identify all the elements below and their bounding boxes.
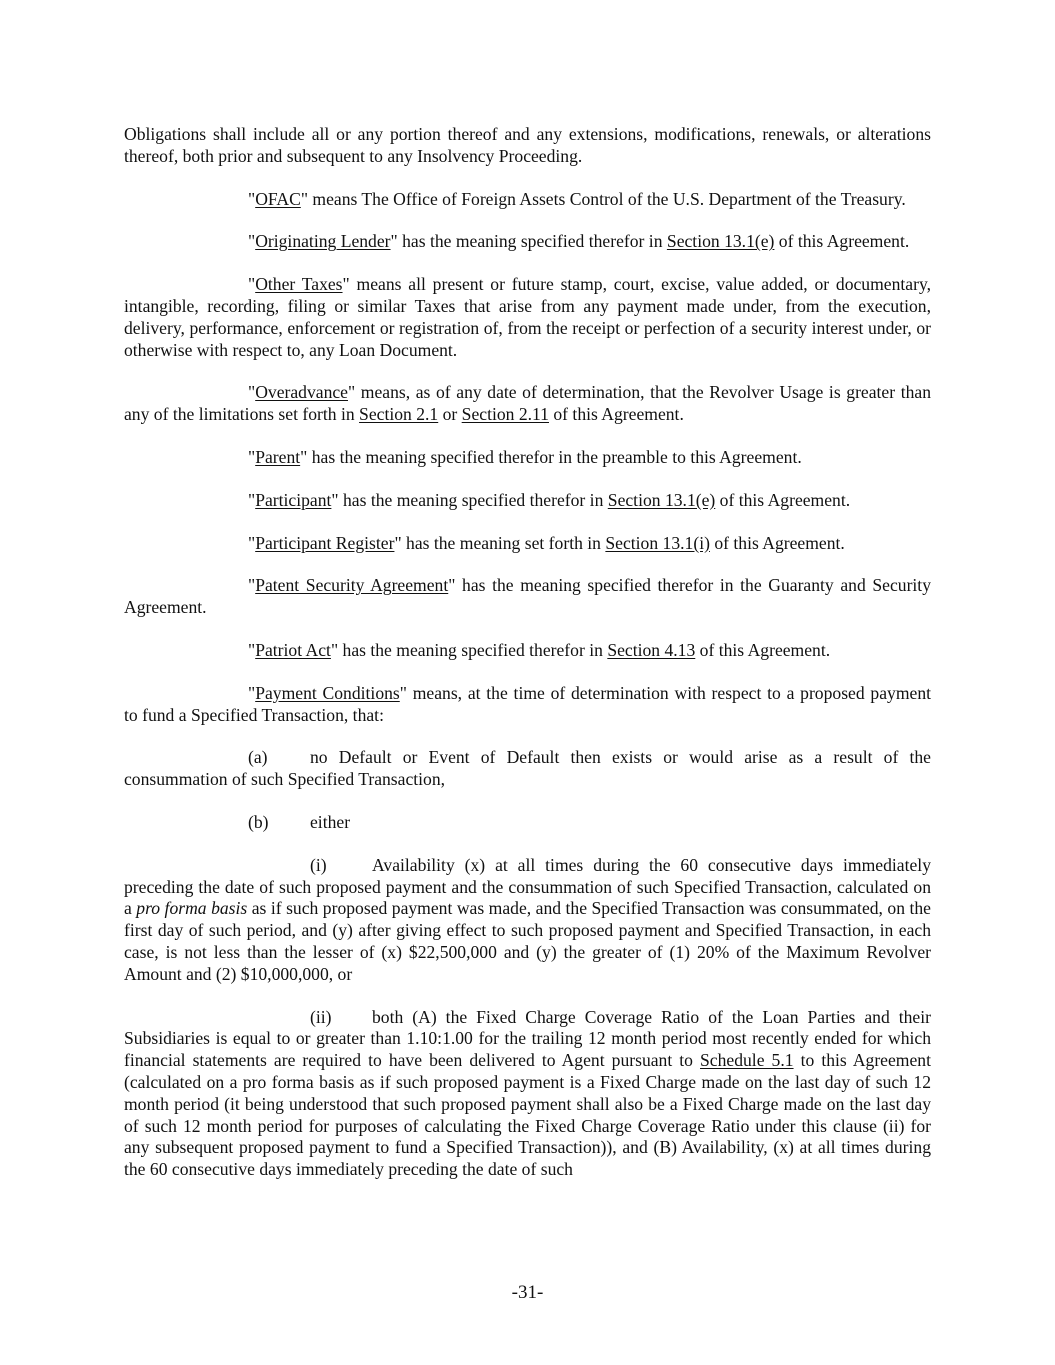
clause-ii: (ii) both (A) the Fixed Charge Coverage Ratio of the Loan Parties and their Subsidiaries is equal to or greater than 1.10:1.00 for the trailing 12 month period most recently ended for which financial statements are required to have been delivered to Agent pursuant to Schedule 5.1 to this Agreement (calculated on a pro forma basis as if such proposed payment is a Fixed Charge made on the last day of such 12 month period (it being understood that such proposed payment shall also be a Fixed Charge made on the last day of such 12 month period for purposes of calculating the Fixed Charge Coverage Ratio under this clause (ii) for any subsequent proposed payment to fund a Specified Transaction)), and (B) Availability, (x) at all times during the 60 consecutive days immediately preceding the date of such [124, 1006, 931, 1180]
definition-participant: "Participant" has the meaning specified therefor in Section 13.1(e) of this Agreement. [248, 489, 851, 510]
clause-a: (a) no Default or Event of Default then exists or would arise as a result of the consummation of such Specified Transaction, [124, 747, 931, 790]
definition-patriot-act: "Patriot Act" has the meaning specified therefor in Section 4.13 of this Agreement. [248, 639, 831, 660]
defined-term: Payment Conditions [255, 682, 400, 703]
section-reference: Section 13.1(i) [605, 532, 710, 553]
document-body [124, 124, 931, 1181]
defined-term: OFAC [255, 188, 301, 209]
definition-originating-lender: "Originating Lender" has the meaning specified therefor in Section 13.1(e) of this Agreement. [248, 231, 910, 252]
definition-patent-security-agreement: "Patent Security Agreement" has the meaning specified therefor in the Guaranty and Security Agreement. [124, 575, 931, 618]
definition-overadvance: "Overadvance" means, as of any date of determination, that the Revolver Usage is greater than any of the limitations set forth in Section 2.1 or Section 2.11 of this Agreement. [124, 382, 931, 425]
definition-participant-register: "Participant Register" has the meaning set forth in Section 13.1(i) of this Agreement. [248, 532, 845, 553]
clause-number: (b) [248, 811, 269, 832]
defined-term: Originating Lender [255, 231, 391, 252]
page-number: -31- [511, 1282, 544, 1303]
clause-number: (a) [248, 747, 268, 768]
defined-term: Patent Security Agreement [255, 575, 449, 596]
clause-number: (ii) [310, 1006, 332, 1027]
paragraph-obligations: Obligations shall include all or any portion thereof and any extensions, modifications, renewals, or alterations thereof, both prior and subsequent to any Insolvency Proceeding. [124, 124, 931, 166]
definition-other-taxes: "Other Taxes" means all present or future stamp, court, excise, value added, or documentary, intangible, recording, filing or similar Taxes that arise from any payment made under, from the execution, delivery, performance, enforcement or registration of, from the receipt or perfection of a security interest under, or otherwise with respect to, any Loan Document. [124, 274, 932, 360]
defined-term: Participant [255, 489, 332, 510]
section-reference: Section 13.1(e) [666, 231, 775, 252]
defined-term: Participant Register [255, 532, 395, 553]
section-reference: Section 13.1(e) [607, 489, 716, 510]
defined-term: Parent [255, 446, 301, 467]
schedule-reference: Schedule 5.1 [700, 1050, 794, 1071]
defined-term: Other Taxes [255, 274, 343, 295]
definition-parent: "Parent" has the meaning specified therefor in the preamble to this Agreement. [248, 446, 802, 467]
section-reference: Section 2.11 [461, 404, 549, 425]
clause-b: (b) either [248, 811, 351, 832]
definition-ofac: "OFAC" means The Office of Foreign Assets Control of the U.S. Department of the Treasury. [248, 188, 906, 209]
defined-term: Patriot Act [255, 639, 331, 660]
clause-i: (i) Availability (x) at all times during the 60 consecutive days immediately preceding the date of such proposed payment and the consummation of such Specified Transaction, calculated on a pro forma basis as if such proposed payment was made, and the Specified Transaction was consummated, on the first day of such period, and (y) after giving effect to such proposed payment and Specified Transaction, in each case, is not less than the lesser of (x) $22,500,000 and (y) the greater of (1) 20% of the Maximum Revolver Amount and (2) $10,000,000, or [124, 854, 931, 984]
defined-term: Overadvance [255, 382, 348, 403]
italic-term: pro forma basis [136, 898, 248, 919]
definition-payment-conditions: "Payment Conditions" means, at the time of determination with respect to a proposed payment to fund a Specified Transaction, that: [124, 682, 931, 725]
clause-number: (i) [310, 854, 327, 875]
section-reference: Section 2.1 [359, 404, 439, 425]
section-reference: Section 4.13 [607, 639, 696, 660]
